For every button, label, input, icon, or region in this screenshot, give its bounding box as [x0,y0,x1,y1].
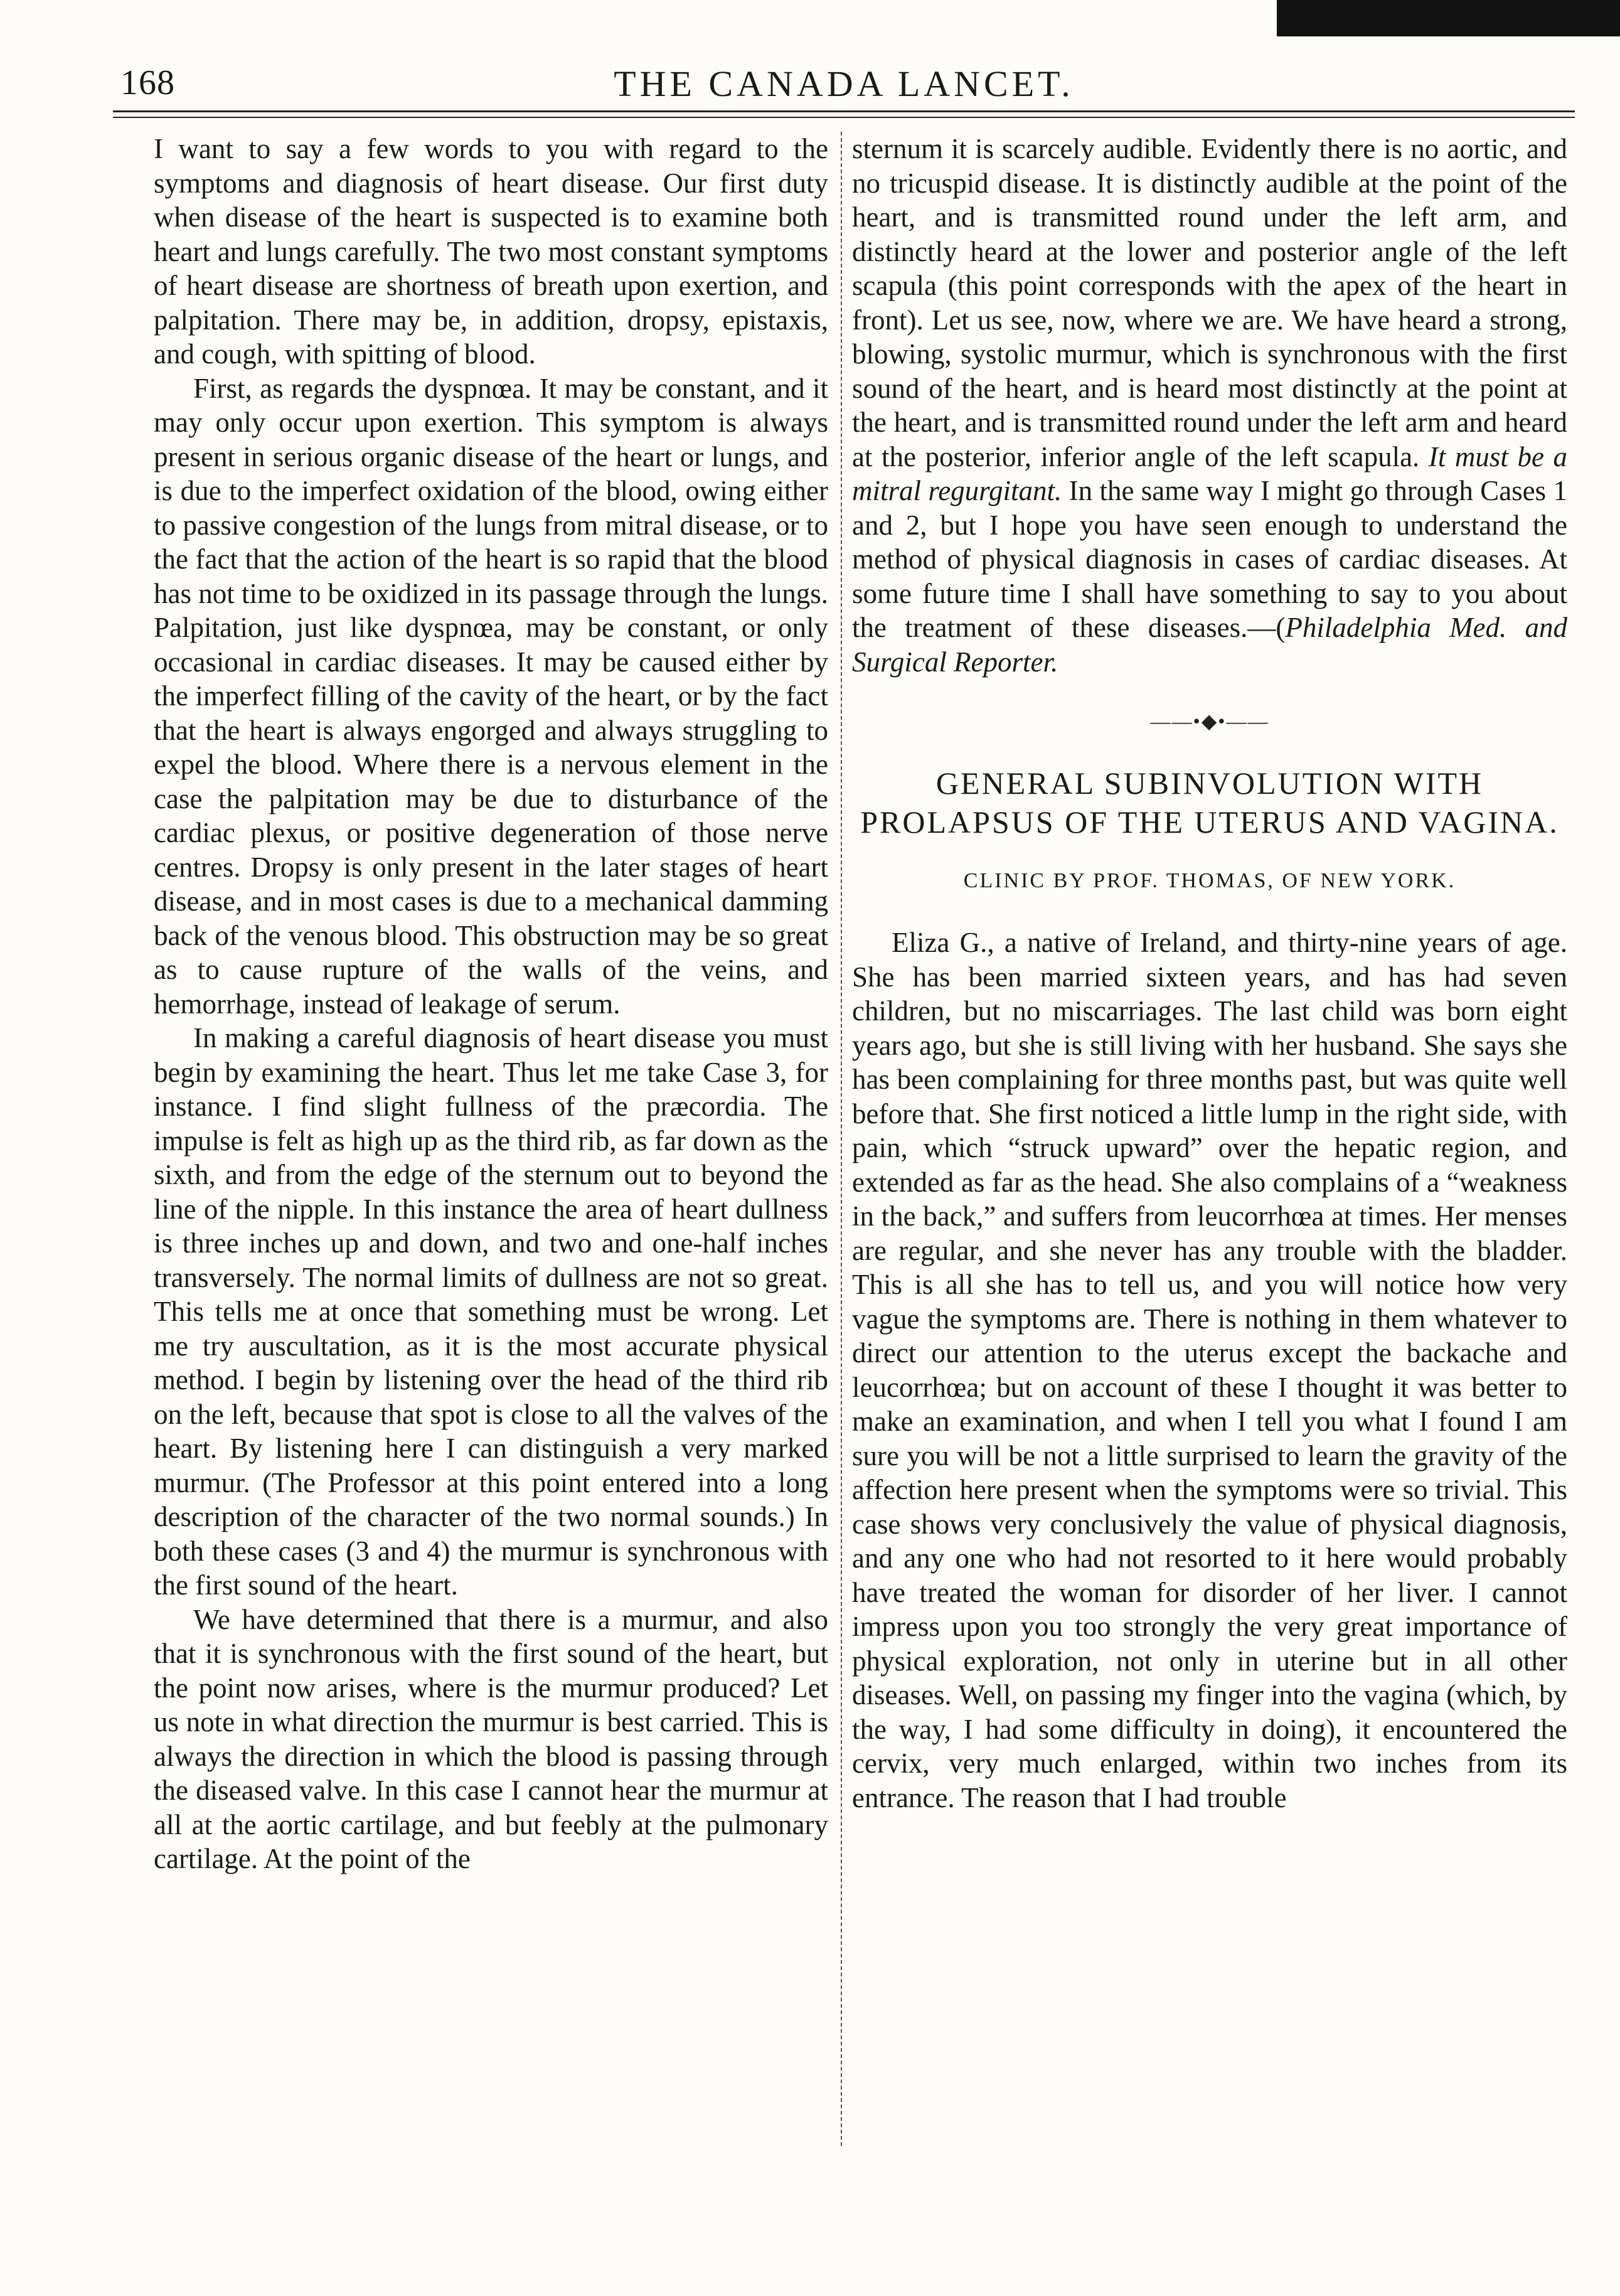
paragraph: We have determined that there is a murmur, and also that it is synchronous with the first sound of the heart, but the point now arises, where is the murmur produced? Let us note in what direction the murmur is best carried. This is always the direction in which the blood is passing through the diseased valve. In this case I cannot hear the murmur at all at the aortic cartilage, and but feebly at the pulmonary cartilage. At the point of the [154,1603,828,1874]
page-number: 168 [120,63,175,102]
source-citation: Philadelphia Med. and Surgical Reporter. [852,612,1567,678]
article-heading: GENERAL SUBINVOLUTION WITH PROLAPSUS OF THE UTERUS AND VAGINA. [860,765,1559,840]
scan-edge-mark [1277,0,1620,36]
italic-conclusion: It must be a mitral regurgitant. [852,441,1567,506]
continued-paragraph [852,132,1567,679]
left-column [154,132,828,1876]
paragraph: First, as regards the dyspnœa. It may be constant, and it may only occur upon exertion. This symptom is always present in serious organic disease of the heart or lungs, and is due to the imperfect oxidation of the blood, owing either to passive congestion of the lungs from mitral disease, or to the fact that the action of the heart is so rapid that the blood has not time to be oxidized in its passage through the lungs. Palpitation, just like dyspnœa, may be constant, or only occasional in cardiac diseases. It may be caused either by the imperfect filling of the cavity of the heart, or by the fact that the heart is always engorged and always struggling to expel the blood. Where there is a nervous element in the case the palpitation may be due to disturbance of the cardiac plexus, or positive degeneration of those nerve centres. Dropsy is only present in the later stages of heart disease, and in most cases is due to a mechanical damming back of the venous blood. This obstruction may be so great as to cause rupture of the walls of the veins, and hemorrhage, instead of leakage of serum. [154,372,828,1020]
article-paragraph: Eliza G., a native of Ireland, and thirty-nine years of age. She has been married sixteen years, and has had seven children, but no miscarriages. The last child was born eight years ago, but she is still living with her husband. She says she has been complaining for three months past, but was quite well before that. She first noticed a little lump in the right side, with pain, which “struck upward” over the hepatic region, and extended as far as the head. She also complains of a “weakness in the back,” and suffers from leucorrhœa at times. Her menses are regular, and she never has any trouble with the bladder. This is all she has to tell us, and you will notice how very vague the symptoms are. There is nothing in them whatever to direct our attention to the uterus except the backache and leucorrhœa; but on account of these I thought it was better to make an examination, and when I tell you what I found I am sure you will be not a little surprised to learn the gravity of the affection here present when the symptoms were so trivial. This case shows very conclusively the value of physical diagnosis, and any one who had not resorted to it here would probably have treated the woman for disorder of her liver. I cannot impress upon you too strongly the very great importance of physical exploration, not only in uterine but in all other diseases. Well, on passing my finger into the vagina (which, by the way, I had some difficulty in doing), it encountered the cervix, very much enlarged, within two inches from its entrance. The reason that I had trouble [852,927,1567,1813]
column-divider [841,132,842,2146]
paragraph: In making a careful diagnosis of heart disease you must begin by examining the heart. Thus let me take Case 3, for instance. I find slight fullness of the præcordia. The impulse is felt as high up as the third rib, as far down as the sixth, and from the edge of the sternum out to beyond the line of the nipple. In this instance the area of heart dullness is three inches up and down, and two and one-half inches transversely. The normal limits of dullness are not so great. This tells me at once that something must be wrong. Let me try auscultation, as it is the most accurate physical method. I begin by listening over the head of the third rib on the left, because that spot is close to all the valves of the heart. By listening here I can distinguish a very marked murmur. (The Professor at this point entered into a long description of the character of the two normal sounds.) In both these cases (3 and 4) the murmur is synchronous with the first sound of the heart. [154,1022,828,1601]
running-title: THE CANADA LANCET. [614,63,1074,104]
page-header [113,63,1575,125]
section-ornament: ——•◆•—— [1150,710,1269,732]
paragraph-text: In the same way I might go through Cases 1 and 2, but I hope you have seen enough to understand the method of physical diagnosis in cases of cardiac diseases. At some future time I shall have something to say to you about the treatment of these diseases.—( [852,475,1568,643]
right-column [852,132,1567,1815]
article-byline: CLINIC BY PROF. THOMAS, OF NEW YORK. [963,868,1456,892]
header-rule-thin [113,117,1575,118]
header-rule [113,110,1575,112]
paragraph-text: sternum it is scarcely audible. Evidently there is no aortic, and no tricuspid disease. It is distinctly audible at the point of the heart, and is transmitted round under the left arm, and distinctly heard at the lower and posterior angle of the left scapula (this point corresponds with the apex of the heart in front). Let us see, now, where we are. We have heard a strong, blowing, systolic murmur, which is synchronous with the first sound of the heart, and is heard most distinctly at the point at the heart, and is transmitted round under the left arm and heard at the posterior, inferior angle of the left scapula. [852,133,1567,473]
paragraph: I want to say a few words to you with regard to the symptoms and diagnosis of heart disease. Our first duty when disease of the heart is suspected is to examine both heart and lungs carefully. The two most constant symptoms of heart disease are shortness of breath upon exertion, and palpitation. There may be, in addition, dropsy, epistaxis, and cough, with spitting of blood. [154,133,828,370]
